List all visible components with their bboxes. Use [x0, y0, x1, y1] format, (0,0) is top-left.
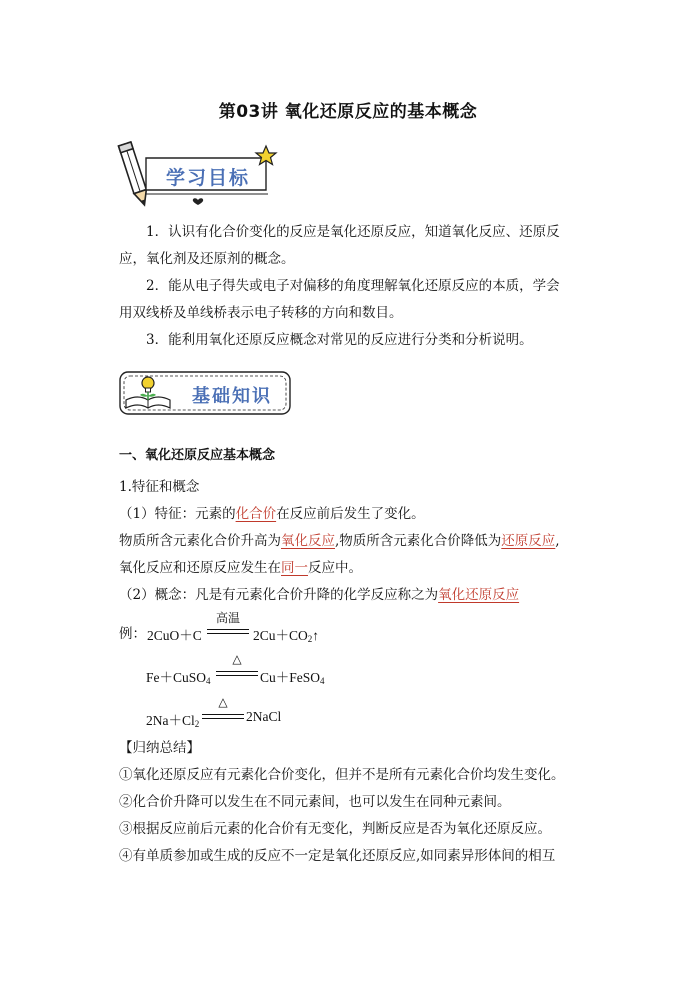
eq2-double-line [216, 671, 258, 676]
summary-item-2: ②化合价升降可以发生在不同元素间，也可以发生在同种元素间。 [119, 794, 511, 810]
learning-goals-banner [116, 138, 286, 210]
same-reaction-line [119, 555, 362, 582]
summary-item-3: ③根据反应前后元素的化合价有无变化，判断反应是否为氧化还原反应。 [119, 821, 551, 837]
eq1-right-main: 2Cu＋CO [253, 628, 308, 643]
eq3-left-main: 2Na＋Cl [146, 713, 195, 728]
feature-post: 在反应前后发生了变化。 [276, 506, 425, 522]
feature-pre: （1）特征：元素的 [119, 506, 236, 522]
oxidation-reaction-key: 氧化反应 [281, 533, 335, 549]
example-prefix: 例： [119, 626, 146, 641]
goal-2-line-1: 2．能从电子得失或电子对偏移的角度理解氧化还原反应的本质，学会 [146, 278, 560, 294]
equation-2 [146, 654, 406, 688]
equation-3 [146, 697, 406, 731]
eq1-double-line [207, 629, 249, 634]
feature-key: 化合价 [235, 506, 277, 522]
goal-1-line-1: 1．认识有化合价变化的反应是氧化还原反应，知道氧化反应、还原反 [146, 224, 560, 240]
feature-line [119, 501, 425, 528]
eq3-right: 2NaCl [246, 709, 282, 724]
basic-knowledge-label: 基础知识 [192, 386, 272, 407]
concept-key: 氧化还原反应 [438, 587, 520, 603]
eq1-right [253, 624, 319, 644]
concept-line [119, 582, 519, 609]
goal-2-line-2: 用双线桥及单线桥表示电子转移的方向和数目。 [119, 305, 403, 321]
eq2-right-sub: 4 [320, 676, 325, 686]
eq2-left [146, 666, 211, 686]
goal-3-line-1: 3．能利用氧化还原反应概念对常见的反应进行分类和分析说明。 [146, 332, 533, 348]
eq1-gas-arrow: ↑ [312, 628, 320, 643]
eq3-left [146, 709, 199, 729]
line-b-text-c: , [555, 533, 560, 549]
goal-1-line-2: 应，氧化剂及还原剂的概念。 [119, 251, 295, 267]
section-heading: 一、氧化还原反应基本概念 [119, 448, 276, 463]
page-title: 第03讲 氧化还原反应的基本概念 [218, 102, 478, 122]
eq1-right-sub: 2 [307, 634, 313, 644]
eq2-left-sub: 4 [206, 676, 211, 686]
learning-goals-label: 学习目标 [165, 167, 250, 189]
eq2-right [260, 666, 325, 686]
reduction-reaction-key: 还原反应 [501, 533, 556, 549]
concept-pre: （2）概念：凡是有元素化合价升降的化学反应称之为 [119, 587, 439, 603]
line-c-text-a: 氧化反应和还原反应发生在 [119, 560, 281, 576]
eq3-condition: △ [218, 695, 228, 709]
equation-1 [119, 612, 379, 646]
line-c-text-b: 反应中。 [308, 560, 362, 576]
eq3-double-line [202, 714, 244, 719]
eq2-left-main: Fe＋CuSO [146, 670, 207, 685]
summary-item-4: ④有单质参加或生成的反应不一定是氧化还原反应,如同素异形体间的相互 [119, 848, 556, 864]
basic-knowledge-banner [118, 368, 296, 420]
eq2-condition: △ [232, 652, 242, 666]
summary-item-1: ①氧化还原反应有元素化合价变化，但并不是所有元素化合价均发生变化。 [119, 767, 565, 783]
line-b-text-a: 物质所含元素化合价升高为 [119, 533, 281, 549]
eq1-left: 2CuO＋C [147, 628, 202, 643]
subsection-heading: 1.特征和概念 [119, 479, 200, 495]
oxidation-reduction-line [119, 528, 560, 555]
summary-heading: 【归纳总结】 [119, 740, 200, 756]
eq3-left-sub: 2 [194, 719, 200, 729]
eq1-condition: 高温 [215, 611, 240, 625]
line-b-text-b: ,物质所含元素化合价降低为 [335, 533, 502, 549]
eq2-right-main: Cu＋FeSO [260, 670, 321, 685]
same-key: 同一 [281, 560, 308, 576]
